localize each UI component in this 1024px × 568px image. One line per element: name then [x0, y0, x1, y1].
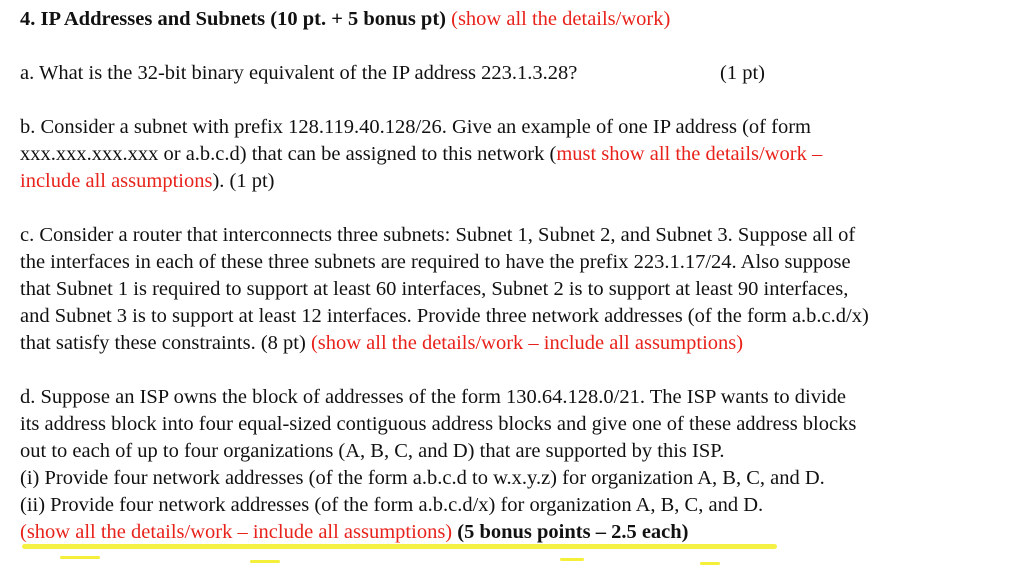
part-d-line-1: d. Suppose an ISP owns the block of addresses of the form 130.64.128.0/21. The ISP wants to divide	[20, 386, 846, 408]
part-d-instruction: (show all the details/work – include all assumptions)	[20, 521, 453, 543]
part-b-line-2-text: xxx.xxx.xxx.xxx or a.b.c.d) that can be assigned to this network (	[20, 143, 557, 165]
part-d-bonus-points: (5 bonus points – 2.5 each)	[452, 521, 689, 543]
question-heading	[20, 6, 670, 32]
highlight-dash	[250, 560, 280, 563]
part-d-line-2: its address block into four equal-sized contiguous address blocks and give one of these address blocks	[20, 413, 857, 435]
part-b-line-1: b. Consider a subnet with prefix 128.119.40.128/26. Give an example of one IP address (of form	[20, 116, 811, 138]
part-b-instruction: must show all the details/work –	[556, 143, 823, 165]
part-b-points: ). (1 pt)	[212, 170, 275, 192]
part-d-line-4: (i) Provide four network addresses (of the form a.b.c.d to w.x.y.z) for organization A, B, C, and D.	[20, 467, 825, 489]
highlight-dash	[60, 556, 100, 559]
part-c-line-2: the interfaces in each of these three subnets are required to have the prefix 223.1.17/24. Also suppose	[20, 251, 851, 273]
part-c-instruction: (show all the details/work – include all assumptions)	[310, 332, 744, 354]
part-c-line-5	[20, 330, 743, 356]
highlight-dash	[700, 562, 720, 565]
heading-title: 4. IP Addresses and Subnets (10 pt. + 5 bonus pt)	[20, 8, 446, 30]
part-c-line-4: and Subnet 3 is to support at least 12 interfaces. Provide three network addresses (of the form a.b.c.d/x)	[20, 305, 869, 327]
part-d-line-6	[20, 519, 689, 545]
highlight-dash	[560, 558, 584, 561]
part-b-line-2	[20, 141, 822, 167]
part-b-assumptions: include all assumptions	[20, 170, 213, 192]
part-a-question: a. What is the 32-bit binary equivalent of the IP address 223.1.3.28?	[20, 62, 578, 84]
part-c-line-1: c. Consider a router that interconnects three subnets: Subnet 1, Subnet 2, and Subnet 3. Suppose all of	[20, 224, 856, 246]
part-a-points: (1 pt)	[720, 62, 765, 84]
part-c-points: that satisfy these constraints. (8 pt)	[20, 332, 311, 354]
part-d-line-3: out to each of up to four organizations (A, B, C, and D) that are supported by this ISP.	[20, 440, 725, 462]
part-b-line-3	[20, 168, 275, 194]
highlight-stroke	[22, 544, 777, 549]
part-a	[20, 60, 577, 86]
part-d-line-5: (ii) Provide four network addresses (of the form a.b.c.d/x) for organization A, B, C, and D.	[20, 494, 764, 516]
part-c-line-3: that Subnet 1 is required to support at least 60 interfaces, Subnet 2 is to support at least 90 interfaces,	[20, 278, 849, 300]
heading-instruction: (show all the details/work)	[446, 8, 671, 30]
